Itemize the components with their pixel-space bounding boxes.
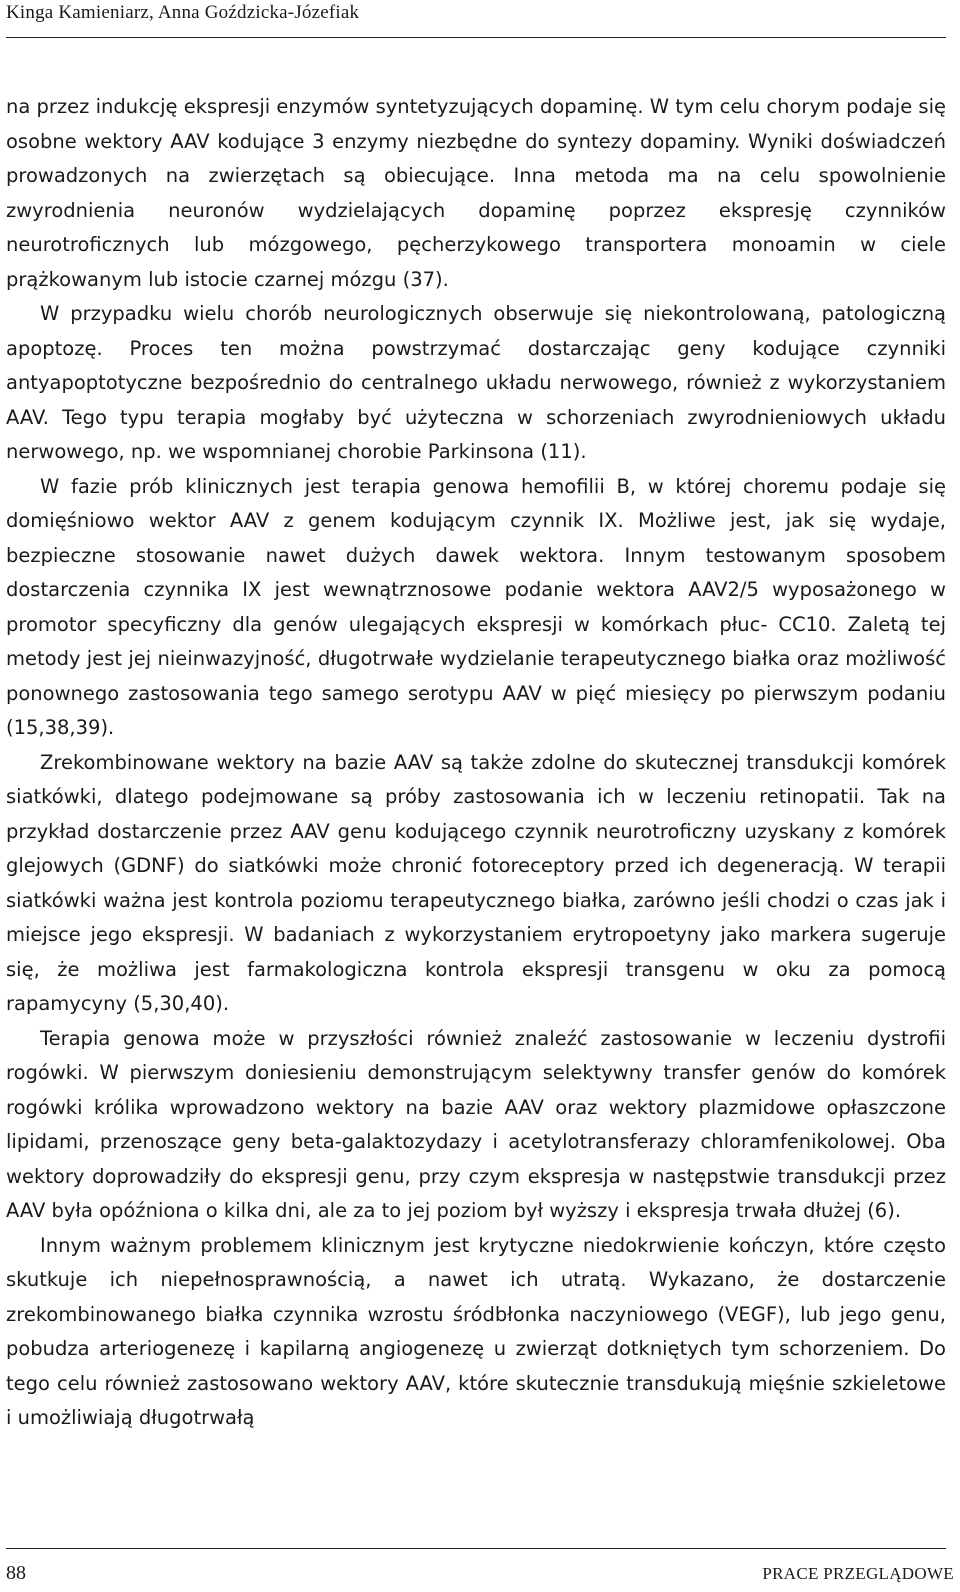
- header-authors: Kinga Kamieniarz, Anna Goździcka-Józefiak: [6, 2, 360, 23]
- paragraph: W fazie prób klinicznych jest terapia genowa hemofilii B, w której choremu podaje się domięśniowo wektor AAV z genem kodującym czynnik IX. Możliwe jest, jak się wydaje, bezpieczne stosowanie nawet dużych dawek wektora. Innym testowanym sposobem dostarczenia czynnika IX jest wewnątrznosowe podanie wektora AAV2/5 wyposażonego w promotor specyficzny dla genów ulegających ekspresji w komórkach płuc- CC10. Zaletą tej metody jest jej nieinwazyjność, długotrwałe wydzielanie terapeutycznego białka oraz możliwość ponownego zastosowania tego samego serotypu AAV w pięć miesięcy po pierwszym podaniu (15,38,39).: [6, 474, 946, 739]
- paragraph: W przypadku wielu chorób neurologicznych obserwuje się niekontrolowaną, patologiczną apoptozę. Proces ten można powstrzymać dostarczając geny kodujące czynniki antyapoptotyczne bezpośrednio do centralnego układu nerwowego, również z wykorzystaniem AAV. Tego typu terapia mogłaby być użyteczna w schorzeniach zwyrodnieniowych układu nerwowego, np. we wspomnianej chorobie Parkinsona (11).: [6, 302, 946, 463]
- paragraph: Terapia genowa może w przyszłości również znaleźć zastosowanie w leczeniu dystrofii rogówki. W pierwszym doniesieniu demonstrującym selektywny transfer genów do komórek rogówki królika wprowadzono wektory na bazie AAV oraz wektory plazmidowe opłaszczone lipidami, przenoszące geny beta-galaktozydazy i acetylotransferazy chloramfenikolowej. Oba wektory doprowadziły do ekspresji genu, przy czym ekspresja w następstwie transdukcji przez AAV była opóźniona o kilka dni, ale za to jej poziom był wyższy i ekspresja trwała dłużej (6).: [6, 1026, 946, 1222]
- paragraph: Innym ważnym problemem klinicznym jest krytyczne niedokrwienie kończyn, które często skutkuje ich niepełnosprawnością, a nawet ich utratą. Wykazano, że dostarczenie zrekombinowanego białka czynnika wzrostu śródbłonka naczyniowego (VEGF), lub jego genu, pobudza arteriogenezę i kapilarną angiogenezę u zwierząt dotkniętych tym schorzeniem. Do tego celu również zastosowano wektory AAV, które skutecznie transdukują mięśnie szkieletowe i umożliwiają długotrwałą: [6, 1233, 946, 1429]
- paragraph: na przez indukcję ekspresji enzymów syntetyzujących dopaminę. W tym celu chorym podaje się osobne wektory AAV kodujące 3 enzymy niezbędne do syntezy dopaminy. Wyniki doświadczeń prowadzonych na zwierzętach są obiecujące. Inna metoda ma na celu spowolnienie zwyrodnienia neuronów wydzielających dopaminę poprzez ekspresję czynników neurotroficznych lub mózgowego, pęcherzykowego transportera monoamin w ciele prążkowanym lub istocie czarnej mózgu (37).: [6, 95, 946, 291]
- paragraph: Zrekombinowane wektory na bazie AAV są także zdolne do skutecznej transdukcji komórek siatkówki, dlatego podejmowane są próby zastosowania ich w leczeniu retinopatii. Tak na przykład dostarczenie przez AAV genu kodującego czynnik neurotroficzny uzyskany z komórek glejowych (GDNF) do siatkówki może chronić fotoreceptory przed ich degeneracją. W terapii siatkówki ważna jest kontrola poziomu terapeutycznego białka, zarówno jeśli chodzi o czas jak i miejsce jego ekspresji. W badaniach z wykorzystaniem erytropoetyny jako markera sugeruje się, że możliwa jest farmakologiczna kontrola ekspresji transgenu w oku za pomocą rapamycyny (5,30,40).: [6, 750, 946, 1015]
- article-body: [6, 90, 946, 1436]
- page-number: 88: [6, 1562, 26, 1584]
- running-header: [6, 0, 946, 38]
- journal-name: PRACE PRZEGLĄDOWE: [762, 1564, 954, 1583]
- footer-divider: [6, 1548, 946, 1549]
